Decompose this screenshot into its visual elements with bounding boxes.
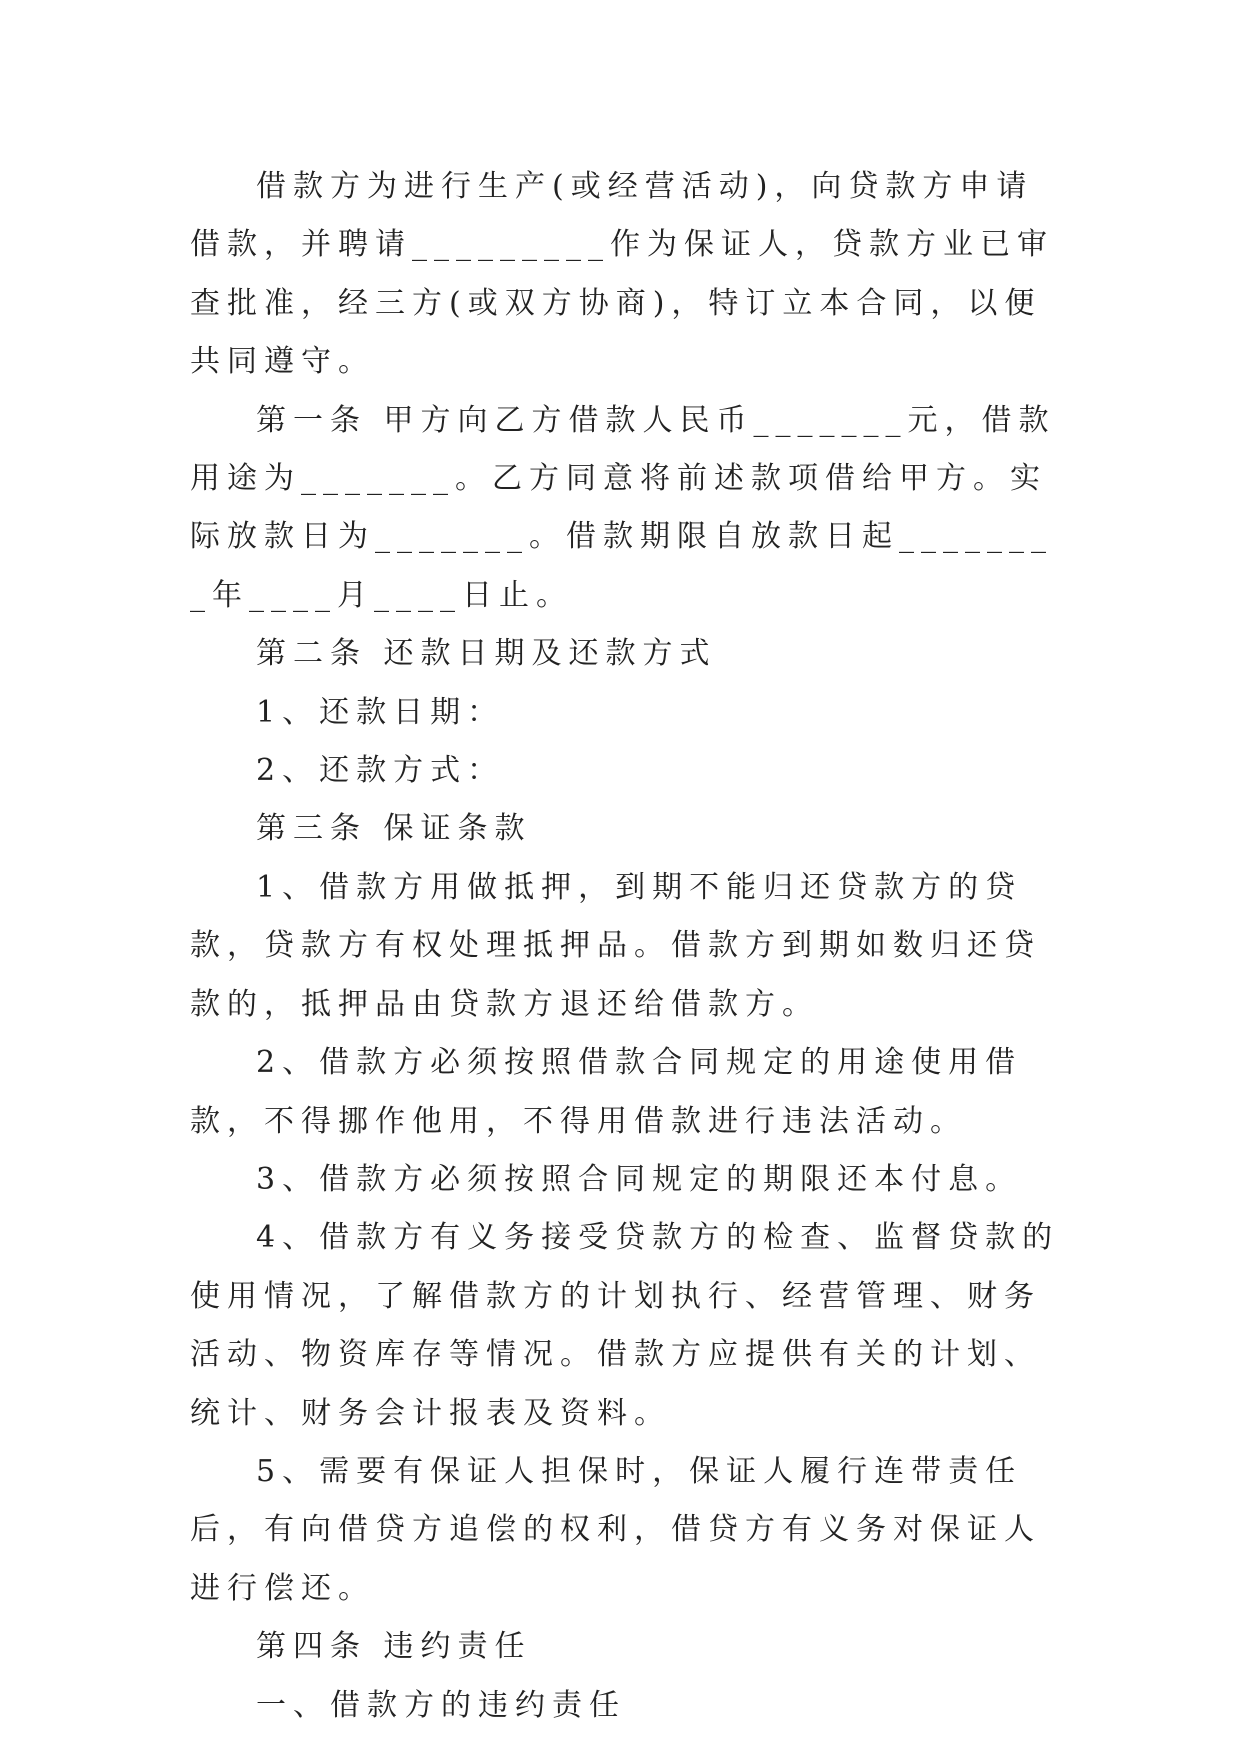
paragraph-guarantee-5: 5、需要有保证人担保时，保证人履行连带责任后，有向借贷方追偿的权利，借贷方有义务对保证人进行偿还。 xyxy=(190,1453,1041,1606)
paragraph-repayment-method: 2、还款方式： xyxy=(256,753,505,789)
paragraph-preamble: 借款方为进行生产(或经营活动)，向贷款方申请借款，并聘请_________作为保证人，贷款方业已审查批准，经三方(或双方协商)，特订立本合同，以便共同遵守。 xyxy=(190,169,1054,380)
document-body xyxy=(190,158,1062,1735)
heading-article-4: 第四条 违约责任 xyxy=(256,1629,532,1665)
heading-borrower-liability: 一、借款方的违约责任 xyxy=(256,1687,626,1723)
paragraph-guarantee-2: 2、借款方必须按照借款合同规定的用途使用借款，不得挪作他用，不得用借款进行违法活动。 xyxy=(190,1045,1023,1139)
heading-article-2: 第二条 还款日期及还款方式 xyxy=(256,636,717,672)
heading-article-3: 第三条 保证条款 xyxy=(256,811,532,847)
paragraph-repayment-date: 1、还款日期： xyxy=(256,694,505,730)
paragraph-article-1: 第一条 甲方向乙方借款人民币_______元，借款用途为_______。乙方同意将前述款项借给甲方。实际放款日为_______。借款期限自放款日起________年____月____日止。 xyxy=(190,402,1056,613)
paragraph-guarantee-3: 3、借款方必须按照合同规定的期限还本付息。 xyxy=(256,1161,1023,1197)
paragraph-guarantee-4: 4、借款方有义务接受贷款方的检查、监督贷款的使用情况，了解借款方的计划执行、经营管理、财务活动、物资库存等情况。借款方应提供有关的计划、统计、财务会计报表及资料。 xyxy=(190,1220,1060,1431)
paragraph-guarantee-1: 1、借款方用做抵押，到期不能归还贷款方的贷款，贷款方有权处理抵押品。借款方到期如数归还贷款的，抵押品由贷款方退还给借款方。 xyxy=(190,869,1041,1022)
